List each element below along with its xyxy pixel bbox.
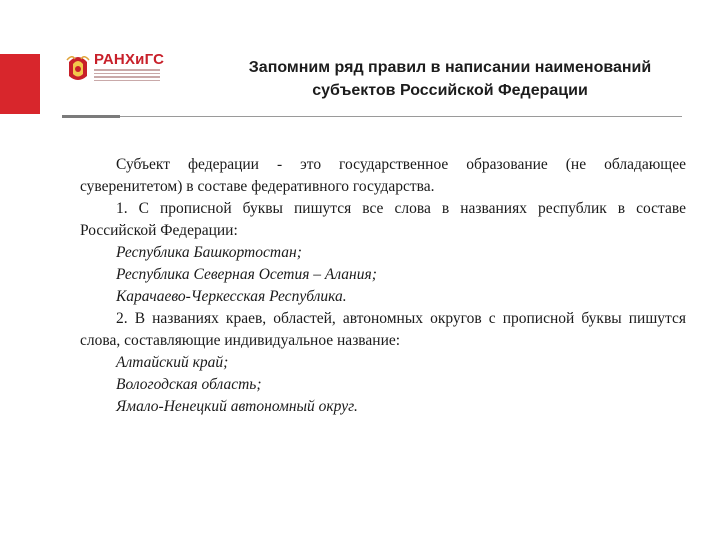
example-item: Республика Северная Осетия – Алания;	[116, 266, 377, 283]
rule-2-paragraph: 2. В названиях краев, областей, автономных округов с прописной буквы пишутся слова, составляющие индивидуальное название:	[80, 310, 686, 349]
accent-bar	[0, 54, 40, 114]
example-item: Алтайский край;	[116, 354, 229, 371]
example-item: Ямало-Ненецкий автономный округ.	[116, 398, 358, 415]
divider-accent	[62, 115, 120, 118]
title-line-1: Запомним ряд правил в написании наименований	[248, 59, 652, 76]
rule-1-paragraph: 1. С прописной буквы пишутся все слова в названиях республик в составе Российской Федерации:	[80, 200, 686, 239]
logo-caption	[94, 69, 160, 83]
slide-body	[80, 154, 686, 418]
logo-text: РАНХиГС	[94, 51, 165, 68]
definition-paragraph: Субъект федерации - это государственное образование (не обладающее суверенитетом) в составе федеративного государства.	[80, 156, 686, 195]
example-item: Республика Башкортостан;	[116, 244, 302, 261]
page-title	[190, 56, 710, 102]
title-divider	[62, 116, 682, 117]
example-item: Вологодская область;	[116, 376, 262, 393]
example-item: Карачаево-Черкесская Республика.	[116, 288, 347, 305]
title-line-2: субъектов Российской Федерации	[312, 82, 588, 99]
